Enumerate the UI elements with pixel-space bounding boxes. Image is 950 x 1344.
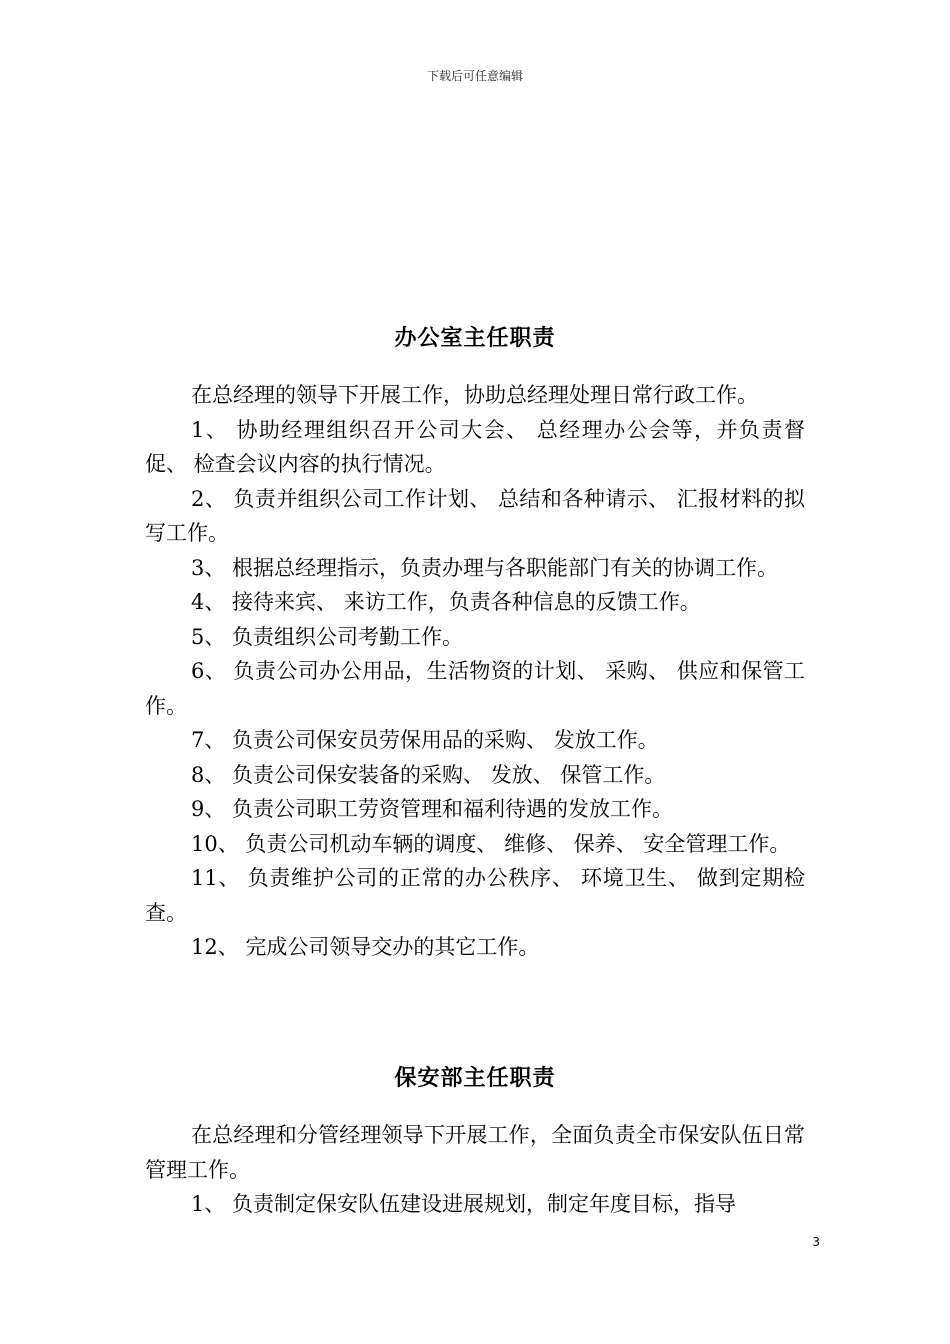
section-intro: 在总经理和分管经理领导下开展工作，全面负责全市保安队伍日常管理工作。 [145,1123,805,1182]
list-item-number: 8、 [191,762,226,787]
list-item-text: 完成公司领导交办的其它工作。 [238,935,540,959]
list-item [145,551,805,586]
page-header: 下载后可任意编辑 [426,69,523,83]
list-item-text: 负责公司保安装备的采购、 发放、 保管工作。 [225,762,666,787]
section-title-security-director: 保安部主任职责 [394,1066,556,1091]
list-item-text: 负责公司办公用品，生活物资的计划、 采购、 供应和保管工作。 [145,659,805,718]
list-item-number: 12、 [191,935,239,959]
list-item-number: 11、 [191,866,241,890]
list-item [145,413,805,482]
list-item [145,758,805,793]
list-item-text: 负责公司机动车辆的调度、 维修、 保养、 安全管理工作。 [238,831,791,856]
list-item-number: 3、 [191,555,226,580]
list-item-number: 7、 [191,728,226,752]
section-body-security-director [145,1118,805,1222]
list-item-text: 负责维护公司的正常的办公秩序、 环境卫生、 做到定期检查。 [145,866,805,925]
list-item [145,861,805,930]
list-item [145,930,805,965]
list-item-number: 4、 [191,590,226,614]
list-item-number: 5、 [191,624,226,649]
list-item [145,620,805,655]
list-item-number: 1、 [191,417,229,442]
list-item [145,827,805,862]
list-item [145,654,805,723]
list-item-number: 10、 [191,831,239,856]
list-item-number: 6、 [191,659,227,683]
section-title-office-director: 办公室主任职责 [394,326,556,351]
list-item [145,1187,805,1222]
list-item [145,585,805,620]
list-item-text: 负责公司职工劳资管理和福利待遇的发放工作。 [225,797,674,821]
section-body-office-director [145,378,805,965]
list-item-text: 根据总经理指示，负责办理与各职能部门有关的协调工作。 [225,555,779,580]
list-item-text: 接待来宾、 来访工作，负责各种信息的反馈工作。 [225,590,701,614]
list-item-number: 1、 [191,1192,226,1216]
list-item-text: 负责并组织公司工作计划、 总结和各种请示、 汇报材料的拟写工作。 [145,486,805,545]
list-item [145,482,805,551]
list-item-text: 负责制定保安队伍建设进展规划，制定年度目标，指导 [225,1192,737,1216]
list-item-text: 协助经理组织召开公司大会、 总经理办公会等，并负责督促、 检查会议内容的执行情况。 [145,417,805,476]
list-item-number: 9、 [191,797,226,821]
page-number: 3 [812,1235,820,1249]
list-item-text: 负责公司保安员劳保用品的采购、 发放工作。 [225,728,659,752]
list-item-text: 负责组织公司考勤工作。 [225,624,464,649]
list-item [145,723,805,758]
section-intro: 在总经理的领导下开展工作，协助总经理处理日常行政工作。 [191,383,758,407]
list-item [145,792,805,827]
list-item-number: 2、 [191,486,227,511]
